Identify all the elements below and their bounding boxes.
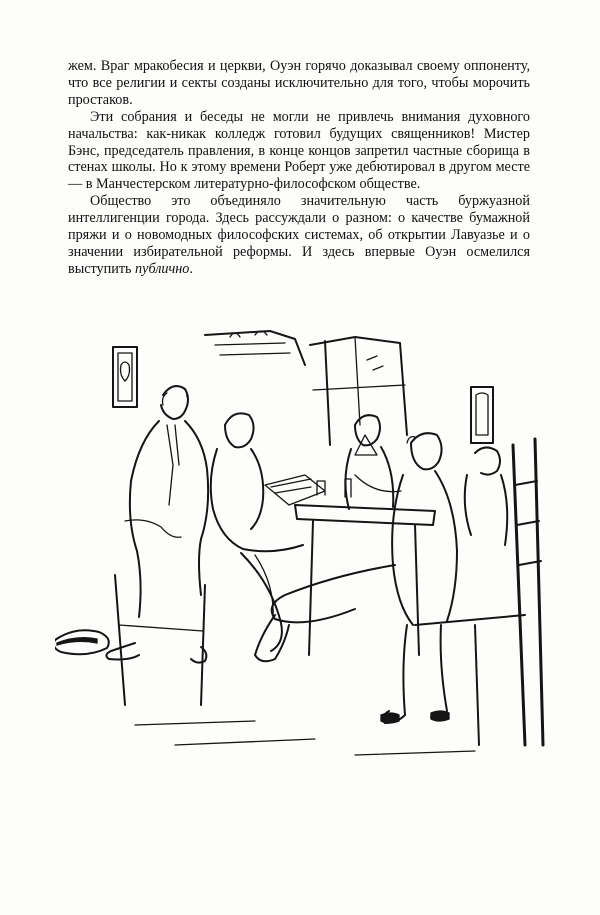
emphasis-word: публично <box>135 260 190 277</box>
paragraph-3 <box>68 193 530 278</box>
wall-portrait-right <box>471 387 493 443</box>
figure-seated-reader <box>211 413 325 651</box>
wall-shelf <box>205 331 305 365</box>
figure-right-listener <box>465 447 508 545</box>
paragraph-1: жем. Враг мракобесия и церкви, Оуэн горячо доказывал своему оппоненту, что все религии и секты созданы исключительно для того, чтобы морочить простаков. <box>68 58 530 108</box>
paragraph-2: Эти собрания и беседы не могли не привлечь внимания духовного начальства: как-никак колледж готовил будущих священников! Мистер Бэнс, председатель правления, в конце концов запретил частные сборища в стенах школы. Но к этому времени Роберт уже дебютировал в другом месте — в Манчестерском литературно-философском обществе. <box>68 108 530 193</box>
paragraph-3-end: . <box>189 260 193 277</box>
paragraph-3-tail: И здесь впервые Оуэн осмелился выступить <box>68 243 531 277</box>
hat-on-floor <box>55 630 109 654</box>
window <box>310 337 407 445</box>
table <box>295 435 435 655</box>
body-text <box>68 58 530 278</box>
paragraph-3-main: Общество это объединяло значительную часть буржуазной интеллигенции города. Здесь рассуждали о разном: о качестве бумажной пряжи и о новомодных философских системах, об открытии Лавуазье и о значении избирательной реформы. <box>68 193 530 260</box>
illustration-society-meeting <box>55 325 545 765</box>
wall-portrait-left <box>113 347 137 407</box>
chair-left <box>115 575 205 705</box>
figure-standing-man <box>106 386 208 663</box>
chair-right <box>415 439 543 745</box>
floor-hatching <box>135 721 475 755</box>
figure-young-man-standing <box>345 415 401 509</box>
